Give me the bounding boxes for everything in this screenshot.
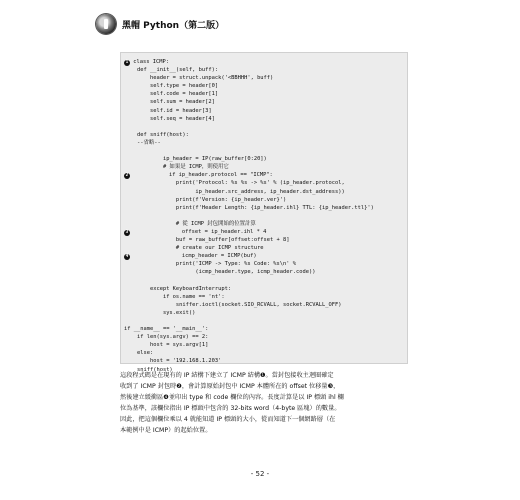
code-line: host = '192.168.1.203' xyxy=(124,358,222,365)
code-line: except KeyboardInterrupt: xyxy=(124,285,232,292)
code-line: print('Protocol: %s %s -> %s' % (ip_header.protocol, xyxy=(124,180,345,187)
code-line: icmp_header = ICMP(buf) xyxy=(130,253,257,260)
code-line: def __init__(self, buff): xyxy=(124,67,219,74)
code-line: if os.name == 'nt': xyxy=(124,293,225,300)
code-line: header = struct.unpack('<BBHHH', buff) xyxy=(124,75,274,82)
paragraph-line: 這段程式碼是在現有的 IP 結構下建立了 ICMP 結構❶。當封包接收主迴圈確定 xyxy=(120,372,334,379)
code-line: self.type = header[0] xyxy=(124,83,219,90)
code-line: print(f'Header Length: {ip_header.ihl} TTL: {ip_header.ttl}') xyxy=(124,204,374,211)
explanation-paragraph xyxy=(120,370,410,436)
code-line: sniff(host) xyxy=(124,366,173,373)
code-line: if ip_header.protocol == "ICMP": xyxy=(130,172,273,179)
code-line: # 從 ICMP 封包開始的位置計算 xyxy=(124,220,256,227)
code-line: print(f'Version: {ip_header.ver}') xyxy=(124,196,287,203)
code-line: print('ICMP -> Type: %s Code: %s\n' % xyxy=(124,261,297,268)
code-line: sniffer.ioctl(socket.SIO_RCVALL, socket.RCVALL_OFF) xyxy=(124,301,342,308)
paragraph-line: 本範例中是 ICMP）的起始位置。 xyxy=(120,427,212,434)
code-line: ip_header.src_address, ip_header.dst_address)) xyxy=(124,188,345,195)
book-logo-icon xyxy=(96,14,116,34)
code-line: sys.exit() xyxy=(124,309,196,316)
paragraph-line: 然後建立緩衝區❹並印出 type 和 code 欄位的內容。長度計算是以 IP 標頭 ihl 欄 xyxy=(120,394,344,401)
marker-4: 4 xyxy=(125,254,129,260)
code-line: ip_header = IP(raw_buffer[0:20]) xyxy=(124,156,267,163)
marker-3: 3 xyxy=(125,229,129,235)
code-line: --省略-- xyxy=(124,139,161,146)
code-line: if len(sys.argv) == 2: xyxy=(124,334,209,341)
code-line: else: xyxy=(124,350,154,357)
paragraph-line: 因此，把這個欄位乘以 4 就能知道 IP 標頭的大小，從而知道下一個網路層（在 xyxy=(120,416,336,423)
page-number: - 52 - xyxy=(250,470,270,478)
book-header xyxy=(96,14,224,34)
code-line: if __name__ == '__main__': xyxy=(124,326,209,333)
code-line: (icmp_header.type, icmp_header.code)) xyxy=(124,269,316,276)
book-title: 黑帽 Python（第二版） xyxy=(122,20,225,31)
code-line: self.code = header[1] xyxy=(124,91,219,98)
code-listing xyxy=(124,58,374,374)
marker-1: 1 xyxy=(125,60,129,65)
marker-2: 2 xyxy=(125,173,129,179)
code-line: def sniff(host): xyxy=(124,131,189,138)
code-line: class ICMP: xyxy=(133,59,169,65)
paragraph-line: 收到了 ICMP 封包時❷，會計算原始封包中 ICMP 本體所在的 offset 位移量❸， xyxy=(120,383,340,390)
code-line: # 如果是 ICMP，則使用它 xyxy=(124,164,229,171)
code-line: self.sum = header[2] xyxy=(124,99,215,106)
code-line: buf = raw_buffer[offset:offset + 8] xyxy=(124,237,290,244)
code-line: self.id = header[3] xyxy=(124,107,212,114)
code-line: offset = ip_header.ihl * 4 xyxy=(130,228,267,235)
paragraph-line: 位為基準，該欄位指出 IP 標頭中包含的 32-bits word（4-byte 區塊）的數量。 xyxy=(120,405,341,412)
code-line: host = sys.argv[1] xyxy=(124,342,209,349)
code-line: # create our ICMP structure xyxy=(124,245,264,252)
code-line: self.seq = header[4] xyxy=(124,115,215,122)
